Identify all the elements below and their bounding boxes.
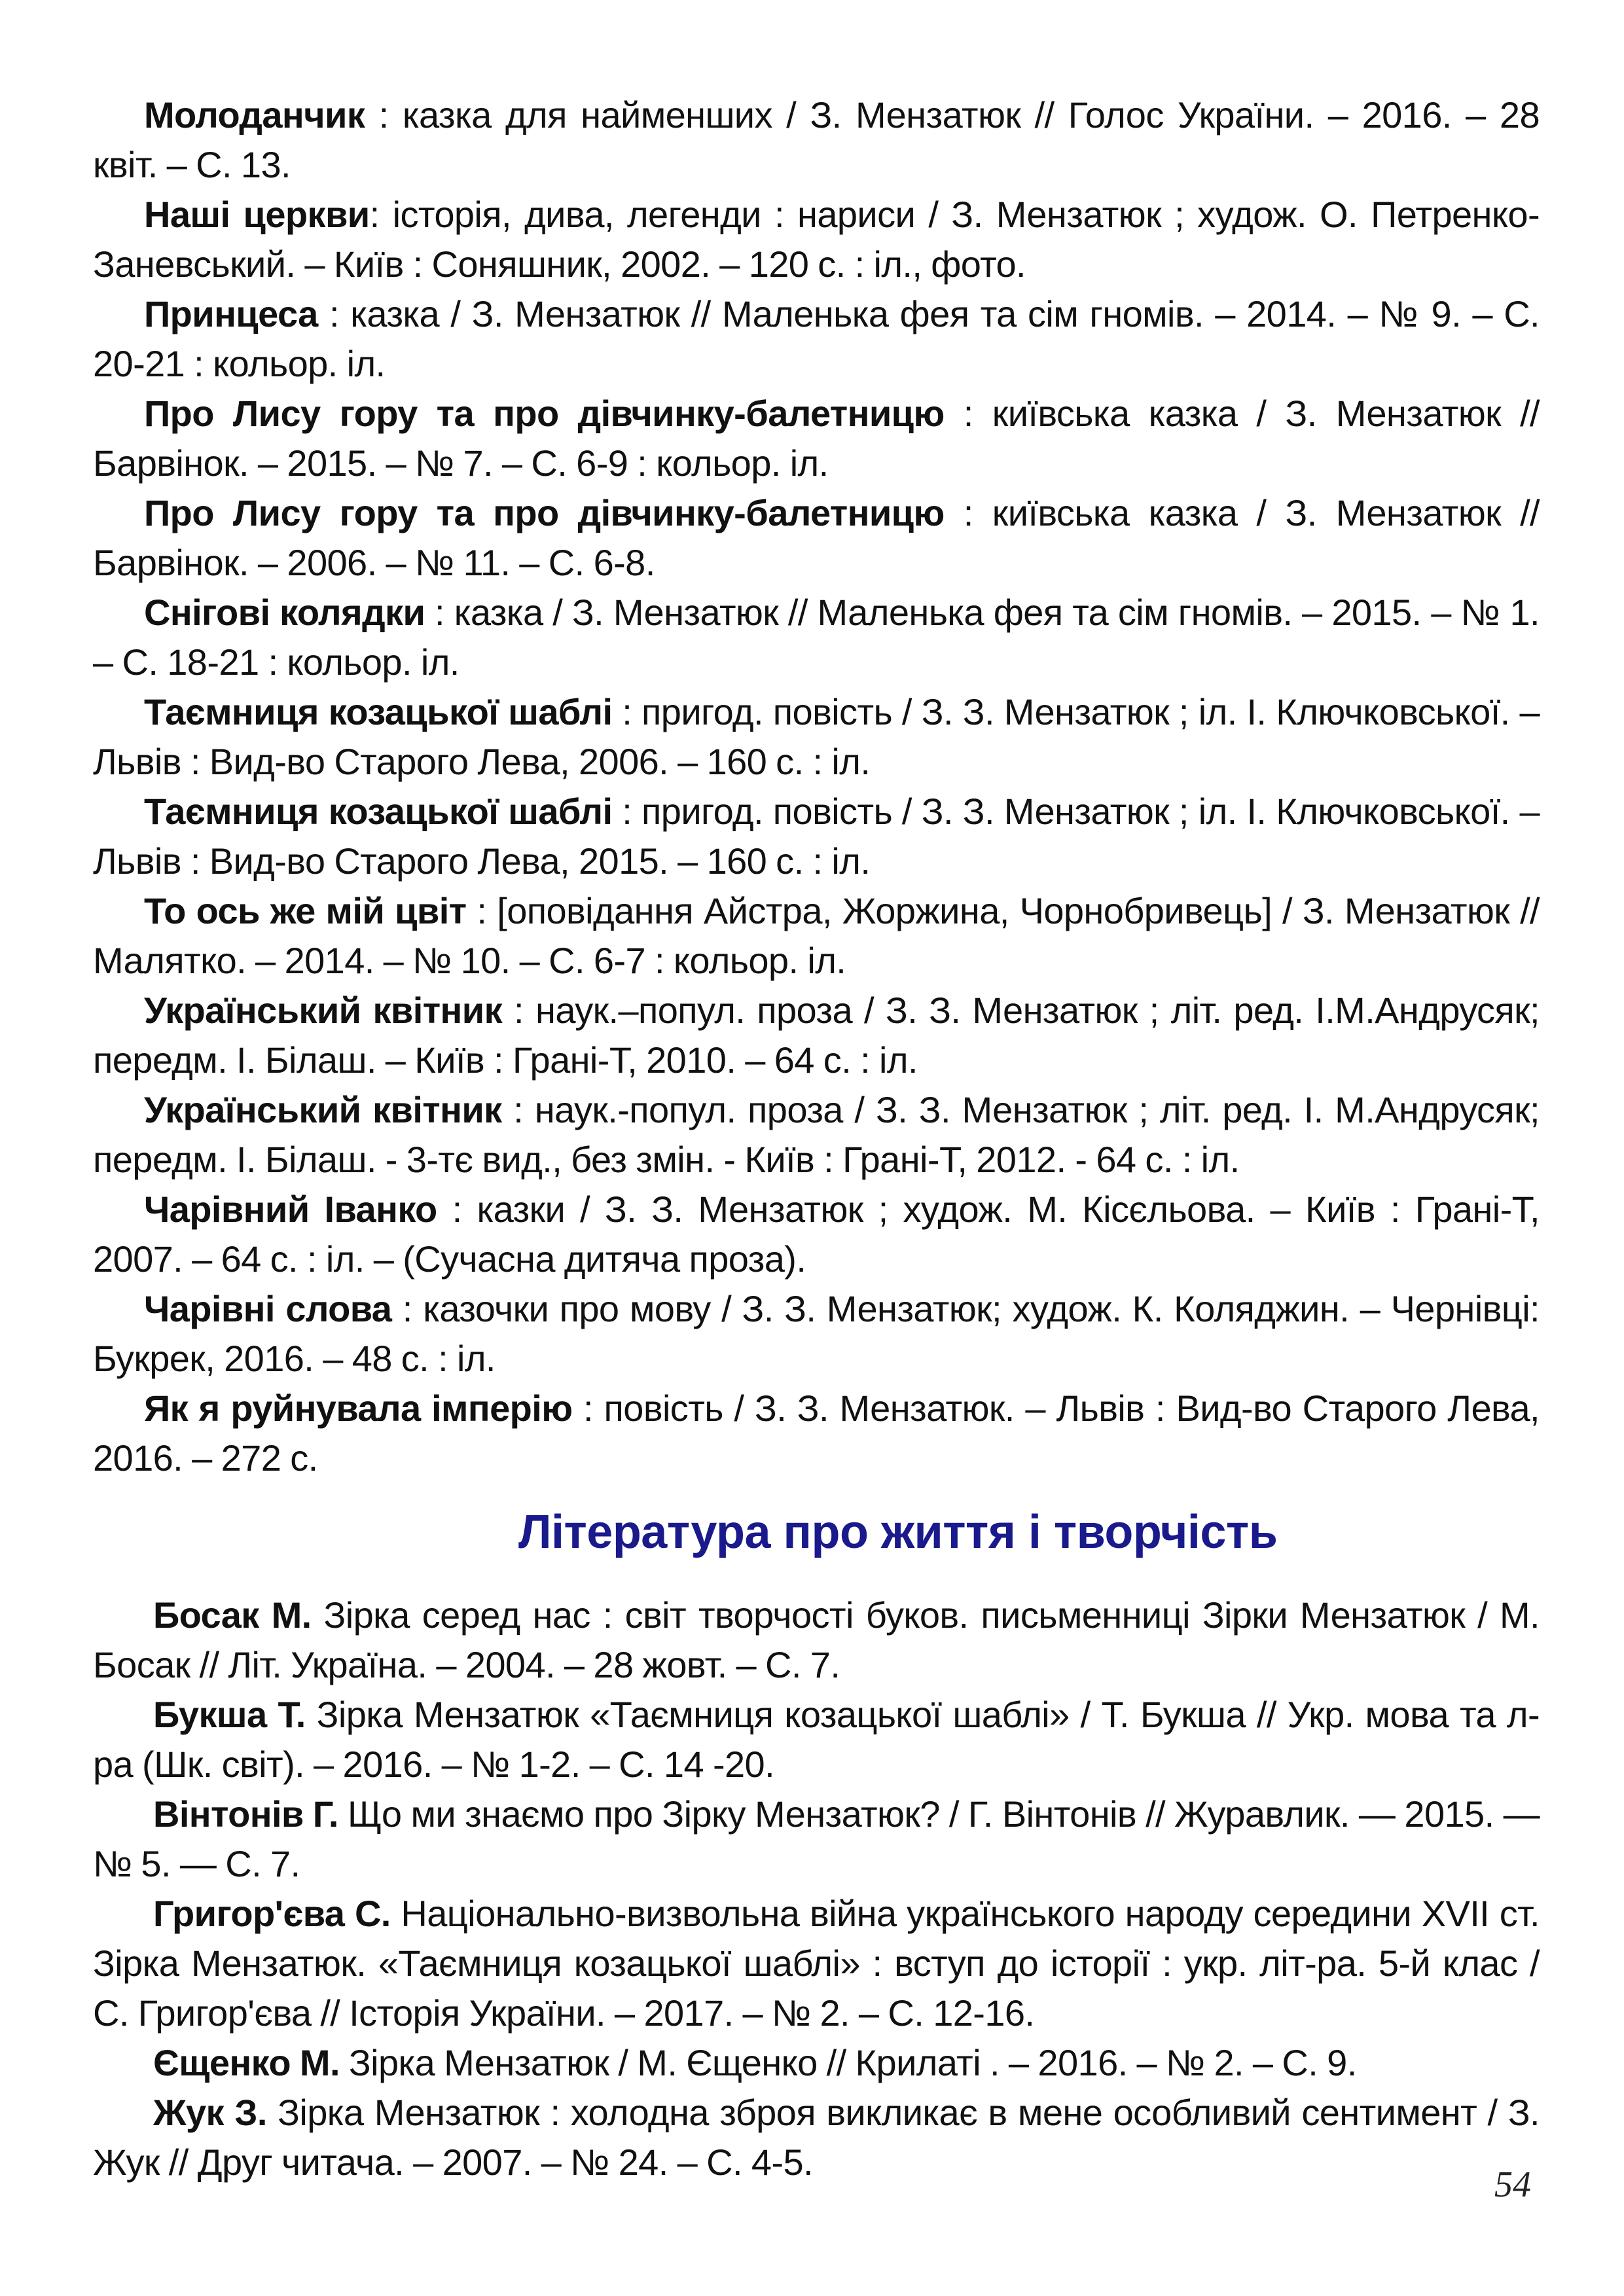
entry-details: : казка / З. Мензатюк // Маленька фея та сім гномів. – 2014. – № 9. – С. 20-21 : кольор. іл. xyxy=(93,293,1540,384)
entry-author: Босак М. xyxy=(153,1594,312,1636)
entry-title: Про Лису гору та про дівчинку-балетницю xyxy=(144,492,945,533)
bib-entry xyxy=(93,787,1540,886)
bib-entry xyxy=(93,389,1540,488)
entry-details: : казки / З. З. Мензатюк ; худож. М. Кісєльова. – Київ : Грані-Т, 2007. – 64 с. : іл. – (Сучасна дитяча проза). xyxy=(93,1189,1540,1280)
entry-details: Зірка Мензатюк : холодна зброя викликає в мене особливий сентимент / З. Жук // Друг читача. – 2007. – № 24. – С. 4-5. xyxy=(93,2092,1540,2183)
entry-details: : казочки про мову / З. З. Мензатюк; худож. К. Коляджин. – Чернівці: Букрек, 2016. – 48 с. : іл. xyxy=(93,1288,1540,1379)
entry-details: : казка для найменших / З. Мензатюк // Голос України. – 2016. – 28 квіт. – С. 13. xyxy=(93,94,1540,185)
bib-entry xyxy=(93,1384,1540,1483)
entry-title: Снігові колядки xyxy=(144,592,425,633)
bib-entry xyxy=(93,588,1540,687)
bib-entry xyxy=(93,488,1540,588)
works-list xyxy=(93,90,1540,1483)
entry-details: : казка / З. Мензатюк // Маленька фея та сім гномів. – 2015. – № 1. – С. 18-21 : кольор. іл. xyxy=(93,592,1540,683)
bib-entry xyxy=(93,1690,1540,1789)
bib-entry xyxy=(93,1185,1540,1284)
literature-list xyxy=(93,1590,1540,2187)
entry-title: Принцеса xyxy=(144,293,318,334)
entry-author: Букша Т. xyxy=(153,1694,306,1735)
bib-entry xyxy=(93,190,1540,289)
entry-details: : пригод. повість / З. З. Мензатюк ; іл. І. Ключковської. – Львів : Вид-во Старого Лева, 2006. – 160 с. : іл. xyxy=(93,691,1540,782)
entry-details: Зірка Мензатюк «Таємниця козацької шаблі» / Т. Букша // Укр. мова та л-ра (Шк. світ). – 2016. – № 1-2. – С. 14 -20. xyxy=(93,1694,1540,1785)
bib-entry xyxy=(93,986,1540,1085)
entry-title: То ось же мій цвіт xyxy=(144,890,467,931)
entry-details: : пригод. повість / З. З. Мензатюк ; іл. І. Ключковської. – Львів : Вид-во Старого Лева, 2015. – 160 с. : іл. xyxy=(93,791,1540,882)
page-number: 54 xyxy=(1494,2164,1531,2205)
entry-details: : наук.-попул. проза / З. З. Мензатюк ; літ. ред. І. М.Андрусяк; передм. І. Білаш. - 3-тє вид., без змін. - Київ : Грані-Т, 2012. - 64 с. : іл. xyxy=(93,1089,1540,1180)
bib-entry xyxy=(93,289,1540,389)
entry-details: Зірка серед нас : світ творчості буков. письменниці Зірки Мензатюк / М. Босак // Літ. Україна. – 2004. – 28 жовт. – С. 7. xyxy=(93,1594,1540,1685)
bib-entry xyxy=(93,687,1540,787)
entry-author: Вінтонів Г. xyxy=(153,1793,338,1835)
entry-title: Таємниця козацької шаблі xyxy=(144,791,613,832)
entry-details: : історія, дива, легенди : нариси / З. Мензатюк ; худож. О. Петренко-Заневський. – Київ : Соняшник, 2002. – 120 с. : іл., фото. xyxy=(93,194,1540,285)
entry-title: Український квітник xyxy=(144,990,503,1031)
entry-details: Що ми знаємо про Зірку Мензатюк? / Г. Вінтонів // Журавлик. — 2015. — № 5. — С. 7. xyxy=(93,1793,1540,1884)
bib-entry xyxy=(93,2038,1540,2088)
bib-entry xyxy=(93,90,1540,190)
entry-title: Молоданчик xyxy=(144,94,365,135)
entry-title: Український квітник xyxy=(144,1089,502,1130)
entry-title: Чарівні слова xyxy=(144,1288,392,1329)
entry-details: : київська казка / З. Мензатюк // Барвінок. – 2006. – № 11. – С. 6-8. xyxy=(93,492,1540,583)
entry-author: Григор'єва С. xyxy=(153,1893,391,1934)
entry-title: Таємниця козацької шаблі xyxy=(144,691,613,732)
entry-author: Жук З. xyxy=(153,2092,267,2133)
entry-author: Єщенко М. xyxy=(153,2042,340,2083)
bib-entry xyxy=(93,1889,1540,2038)
entry-details: : наук.–попул. проза / З. З. Мензатюк ; літ. ред. І.М.Андрусяк; передм. І. Білаш. – Київ : Грані-Т, 2010. – 64 с. : іл. xyxy=(93,990,1540,1081)
entry-details: : київська казка / З. Мензатюк // Барвінок. – 2015. – № 7. – С. 6-9 : кольор. іл. xyxy=(93,393,1540,484)
entry-title: Як я руйнувала імперію xyxy=(144,1388,573,1429)
bib-entry xyxy=(93,1590,1540,1690)
entry-title: Наші церкви xyxy=(144,194,370,235)
entry-details: Національно-визвольна війна українського народу середини XVII ст. Зірка Мензатюк. «Таємниця козацької шаблі» : вступ до історії : укр. літ-ра. 5-й клас / С. Григор'єва // Історія України. – 2017. – № 2. – С. 12-16. xyxy=(93,1893,1540,2034)
bib-entry xyxy=(93,1085,1540,1185)
entry-details: Зірка Мензатюк / М. Єщенко // Крилаті . – 2016. – № 2. – С. 9. xyxy=(339,2042,1357,2083)
entry-title: Про Лису гору та про дівчинку-балетницю xyxy=(144,393,945,434)
entry-details: : [оповідання Айстра, Жоржина, Чорнобривець] / З. Мензатюк // Малятко. – 2014. – № 10. – С. 6-7 : кольор. іл. xyxy=(93,890,1540,981)
entry-title: Чарівний Іванко xyxy=(144,1189,437,1230)
page-content xyxy=(93,90,1540,2187)
entry-details: : повість / З. З. Мензатюк. – Львів : Вид-во Старого Лева, 2016. – 272 с. xyxy=(93,1388,1540,1479)
bib-entry xyxy=(93,1789,1540,1889)
bib-entry xyxy=(93,886,1540,986)
bib-entry xyxy=(93,2088,1540,2187)
bib-entry xyxy=(93,1284,1540,1384)
section-heading: Література про життя і творчість xyxy=(518,1506,1278,1558)
